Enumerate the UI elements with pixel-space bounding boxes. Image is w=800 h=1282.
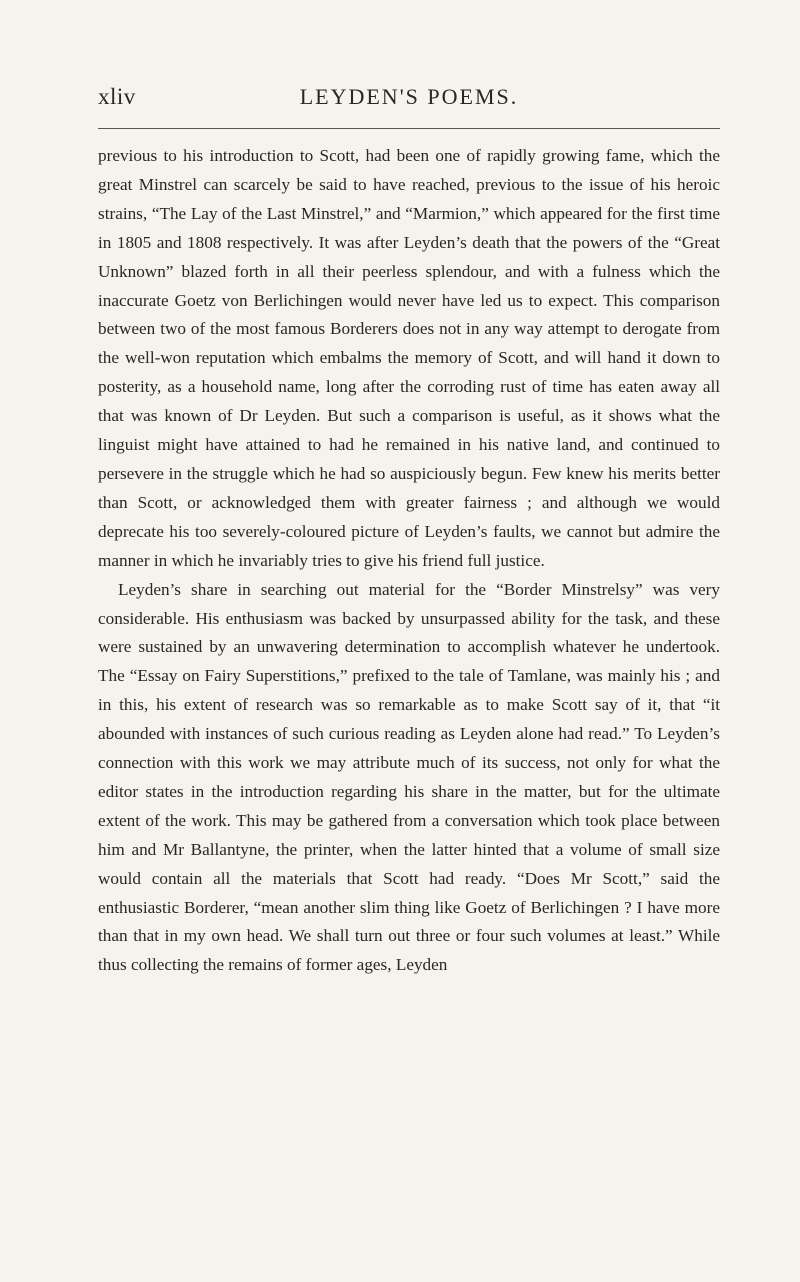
- body-text: [98, 142, 720, 980]
- paragraph-1: previous to his introduction to Scott, had been one of rapidly growing fame, which the great Minstrel can scarcely be said to have reached, previous to the issue of his heroic strains, “The Lay of the Last Minstrel,” and “Marmion,” which appeared for the first time in 1805 and 1808 respectively. It was after Leyden’s death that the powers of the “Great Unknown” blazed forth in all their peerless splendour, and with a fulness which the inaccurate Goetz von Berlichingen would never have led us to expect. This comparison between two of the most famous Borderers does not in any way attempt to derogate from the well-won reputation which embalms the memory of Scott, and will hand it down to posterity, as a household name, long after the corroding rust of time has eaten away all that was known of Dr Leyden. But such a comparison is useful, as it shows what the linguist might have attained to had he remained in his native land, and continued to persevere in the struggle which he had so auspiciously begun. Few knew his merits better than Scott, or acknowledged them with greater fairness ; and although we would deprecate his too severely-coloured picture of Leyden’s faults, we cannot but admire the manner in which he invariably tries to give his friend full justice.: [98, 146, 720, 570]
- page-number: xliv: [98, 84, 136, 109]
- page-header: [98, 84, 720, 114]
- running-title: LEYDEN'S POEMS.: [299, 84, 519, 109]
- header-rule: [98, 128, 720, 129]
- paragraph-2: Leyden’s share in searching out material for the “Border Minstrelsy” was very considerable. His enthusiasm was backed by unsurpassed ability for the task, and these were sustained by an unwavering determination to accomplish whatever he undertook. The “Essay on Fairy Superstitions,” prefixed to the tale of Tamlane, was mainly his ; and in this, his extent of research was so remarkable as to make Scott say of it, that “it abounded with instances of such curious reading as Leyden alone had read.” To Leyden’s connection with this work we may attribute much of its success, not only for what the editor states in the introduction regarding his share in the matter, but for the ultimate extent of the work. This may be gathered from a conversation which took place between him and Mr Ballantyne, the printer, when the latter hinted that a volume of small size would contain all the materials that Scott had ready. “Does Mr Scott,” said the enthusiastic Borderer, “mean another slim thing like Goetz of Berlichingen ? I have more than that in my own head. We shall turn out three or four such volumes at least.” While thus collecting the remains of former ages, Leyden: [98, 579, 720, 975]
